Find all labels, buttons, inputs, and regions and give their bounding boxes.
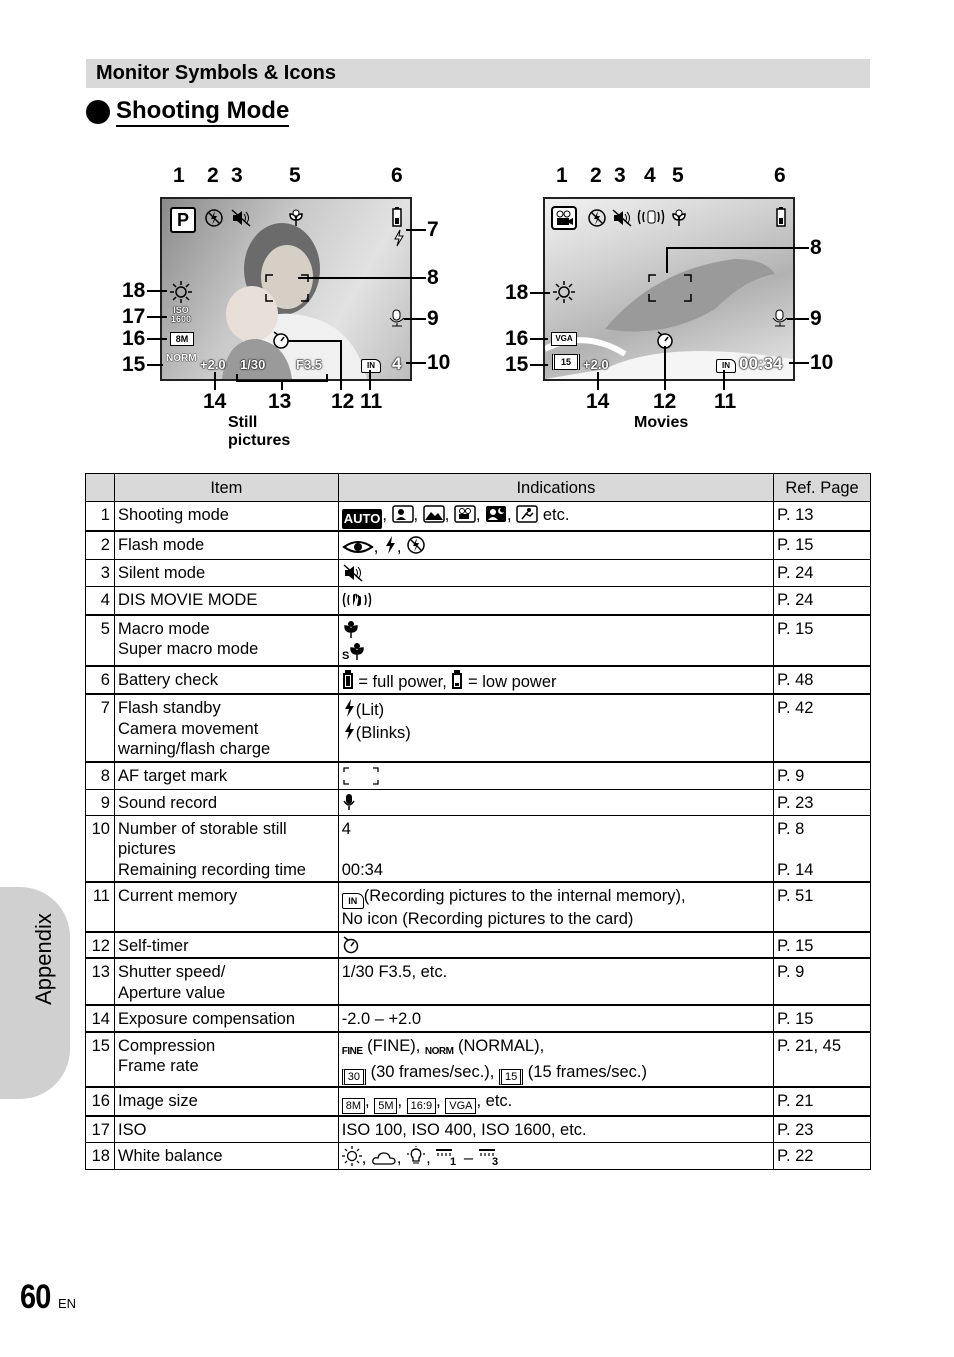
wb-sunny-icon bbox=[170, 281, 192, 303]
leader-line bbox=[406, 362, 426, 364]
page-number: 60 bbox=[20, 1278, 51, 1316]
leader-line bbox=[288, 340, 342, 342]
flash-off-icon bbox=[587, 208, 607, 228]
flash-standby-icon bbox=[393, 229, 405, 247]
leader-line bbox=[236, 374, 238, 382]
table-row: 17 ISO ISO 100, ISO 400, ISO 1600, etc. P. 23 bbox=[86, 1116, 871, 1142]
movie-screen bbox=[543, 197, 795, 381]
callout-12: 12 bbox=[653, 390, 677, 413]
macro-icon bbox=[342, 619, 360, 639]
leader-line bbox=[666, 247, 668, 273]
table-row: 9 Sound record P. 23 bbox=[86, 790, 871, 816]
table-row: 3 Silent mode P. 24 bbox=[86, 559, 871, 587]
callout-9: 9 bbox=[427, 307, 439, 330]
col-header-item: Item bbox=[114, 474, 338, 502]
subsection-title: Shooting Mode bbox=[116, 97, 289, 127]
callout-18: 18 bbox=[505, 281, 529, 304]
compression-icon: NORM bbox=[166, 353, 197, 364]
callout-8: 8 bbox=[810, 236, 822, 259]
size-vga-icon: VGA bbox=[445, 1098, 476, 1114]
callout-13: 13 bbox=[268, 390, 292, 413]
exposure-value: +2.0 bbox=[200, 357, 226, 372]
wb-fluorescent-1-icon bbox=[435, 1146, 459, 1166]
bullet-icon bbox=[86, 100, 110, 124]
callout-18: 18 bbox=[122, 279, 146, 302]
callout-9: 9 bbox=[810, 307, 822, 330]
svg-text:S: S bbox=[341, 650, 350, 661]
col-header-number bbox=[86, 474, 115, 502]
callout-1: 1 bbox=[173, 164, 185, 187]
table-row: 7 Flash standby Camera movement warning/flash charge (Lit) (Blinks) P. 42 bbox=[86, 694, 871, 762]
leader-line bbox=[530, 364, 548, 366]
af-target-mark bbox=[648, 274, 692, 302]
flash-charge-icon bbox=[342, 721, 356, 741]
still-caption: Still pictures bbox=[228, 414, 291, 449]
table-row: 14 Exposure compensation -2.0 – +2.0 P. 15 bbox=[86, 1005, 871, 1032]
image-size-icon: VGA bbox=[551, 332, 577, 346]
table-row: 1 Shooting mode AUTO , , , , , etc. P. 13 bbox=[86, 501, 871, 531]
internal-memory-icon: IN bbox=[342, 893, 364, 909]
callout-2: 2 bbox=[590, 164, 602, 187]
table-row: 10 Number of storable still pictures Remaining recording time 4 00:34 P. 8 P. 14 bbox=[86, 815, 871, 882]
table-row: 5 Macro mode Super macro mode S P. 15 bbox=[86, 615, 871, 666]
callout-12: 12 bbox=[331, 390, 355, 413]
wb-fluorescent-3-number: 3 bbox=[491, 1155, 498, 1166]
page-language: EN bbox=[58, 1296, 77, 1311]
callout-5: 5 bbox=[672, 164, 684, 187]
leader-line bbox=[664, 346, 666, 390]
battery-full-icon bbox=[342, 670, 354, 690]
callout-17: 17 bbox=[122, 305, 146, 328]
table-row: 16 Image size 8M , 5M , 16:9 , VGA , etc. P. 21 bbox=[86, 1087, 871, 1116]
size-16-9-icon: 16:9 bbox=[407, 1098, 436, 1114]
leader-line bbox=[406, 229, 426, 231]
callout-3: 3 bbox=[231, 164, 243, 187]
table-row: 6 Battery check = full power, = low power P. 48 bbox=[86, 666, 871, 695]
iso-indicator bbox=[170, 306, 192, 324]
leader-line bbox=[298, 277, 426, 279]
exposure-value: +2.0 bbox=[583, 357, 609, 372]
wb-fluorescent-3-icon bbox=[478, 1146, 502, 1166]
dis-movie-mode-icon bbox=[342, 590, 372, 610]
table-row: 13 Shutter speed/ Aperture value 1/30 F3.5, etc. P. 9 bbox=[86, 958, 871, 1005]
frame-rate-icon: 15 bbox=[552, 354, 580, 370]
recording-time: 00:34 bbox=[739, 354, 783, 373]
leader-line bbox=[369, 370, 371, 390]
leader-line bbox=[340, 340, 342, 390]
leader-line bbox=[326, 374, 328, 382]
callout-14: 14 bbox=[586, 390, 610, 413]
leader-line bbox=[597, 372, 599, 390]
macro-icon bbox=[286, 208, 306, 228]
leader-line bbox=[787, 318, 809, 320]
wb-sunny-icon bbox=[553, 281, 575, 303]
aperture-value: F3.5 bbox=[296, 357, 323, 372]
battery-icon bbox=[775, 206, 787, 228]
callout-5: 5 bbox=[289, 164, 301, 187]
table-row: 8 AF target mark P. 9 bbox=[86, 762, 871, 790]
internal-memory-icon: IN bbox=[716, 359, 736, 373]
callout-6: 6 bbox=[391, 164, 403, 187]
night-portrait-scene-icon bbox=[485, 505, 507, 523]
battery-icon bbox=[391, 206, 403, 228]
section-header bbox=[86, 59, 870, 88]
callout-15: 15 bbox=[122, 353, 146, 376]
fine-icon: FINE bbox=[341, 1045, 363, 1057]
wb-fluorescent-1-number: 1 bbox=[450, 1155, 457, 1166]
silent-mode-icon bbox=[611, 208, 633, 228]
landscape-scene-icon bbox=[423, 505, 445, 523]
col-header-ref-page: Ref. Page bbox=[774, 474, 871, 502]
leader-line bbox=[723, 370, 725, 390]
leader-line bbox=[530, 292, 550, 294]
leader-line bbox=[281, 380, 283, 390]
callout-15: 15 bbox=[505, 353, 529, 376]
shutter-speed-value: 1/30 bbox=[240, 357, 266, 372]
callout-4: 4 bbox=[644, 164, 656, 187]
leader-line bbox=[666, 247, 809, 249]
sport-scene-icon bbox=[516, 505, 538, 523]
frame-rate-30-icon: 30 bbox=[342, 1069, 366, 1085]
red-eye-flash-icon bbox=[342, 539, 374, 555]
table-row: 2 Flash mode , , P. 15 bbox=[86, 531, 871, 559]
leader-line bbox=[147, 316, 167, 318]
internal-memory-icon: IN bbox=[361, 359, 381, 373]
auto-mode-icon: AUTO bbox=[342, 509, 383, 530]
leader-line bbox=[530, 338, 548, 340]
table-row: 18 White balance , , , 1 – 3 P. 22 bbox=[86, 1142, 871, 1170]
shooting-mode-box: P bbox=[170, 207, 196, 233]
leader-line bbox=[147, 364, 163, 366]
table-row: 15 Compression Frame rate FINE (FINE), NORM (NORMAL), 30 (30 frames/sec.), 15 (15 frames/sec.) P. 21, 45 bbox=[86, 1032, 871, 1088]
wb-cloudy-icon bbox=[371, 1150, 397, 1166]
macro-icon bbox=[669, 208, 689, 228]
indications-table bbox=[85, 473, 871, 1170]
callout-6: 6 bbox=[774, 164, 786, 187]
portrait-scene-icon bbox=[392, 505, 414, 523]
callout-10: 10 bbox=[810, 351, 834, 374]
callout-14: 14 bbox=[203, 390, 227, 413]
image-size-icon: 8M bbox=[170, 332, 194, 346]
iso-label: ISO bbox=[173, 305, 189, 315]
table-row: 12 Self-timer P. 15 bbox=[86, 932, 871, 959]
iso-value: 1600 bbox=[170, 314, 192, 324]
leader-line bbox=[789, 362, 809, 364]
battery-low-icon bbox=[451, 670, 463, 690]
section-title: Monitor Symbols & Icons bbox=[96, 62, 337, 84]
af-target-mark-icon bbox=[342, 766, 380, 786]
callout-11: 11 bbox=[360, 390, 383, 413]
flash-standby-icon bbox=[342, 698, 356, 718]
silent-mode-icon bbox=[342, 563, 364, 583]
leader-line bbox=[147, 290, 167, 292]
wb-sunny-icon bbox=[342, 1146, 362, 1166]
flash-off-icon bbox=[204, 208, 224, 228]
leader-line bbox=[147, 338, 167, 340]
leader-line bbox=[214, 372, 216, 390]
silent-mode-icon bbox=[230, 208, 252, 228]
callout-11: 11 bbox=[714, 390, 737, 413]
callout-16: 16 bbox=[505, 327, 529, 350]
table-row: 4 DIS MOVIE MODE P. 24 bbox=[86, 587, 871, 615]
movie-mode-icon bbox=[551, 206, 577, 230]
microphone-icon bbox=[342, 793, 356, 811]
self-timer-icon bbox=[342, 936, 360, 954]
size-8m-icon: 8M bbox=[342, 1098, 365, 1114]
leader-line bbox=[404, 318, 426, 320]
table-row: 11 Current memory IN (Recording pictures to the internal memory), No icon (Recording pictures to the card) P. 51 bbox=[86, 882, 871, 932]
callout-7: 7 bbox=[427, 218, 439, 241]
subsection-heading bbox=[86, 97, 289, 127]
callout-8: 8 bbox=[427, 266, 439, 289]
super-macro-icon bbox=[342, 641, 366, 661]
callout-16: 16 bbox=[122, 327, 146, 350]
dis-movie-mode-icon bbox=[637, 207, 665, 227]
storable-count: 4 bbox=[392, 354, 402, 373]
appendix-tab-label: Appendix bbox=[31, 913, 56, 1005]
frame-rate-15-icon: 15 bbox=[499, 1069, 523, 1085]
col-header-indications: Indications bbox=[338, 474, 773, 502]
table-header-row bbox=[86, 474, 871, 502]
wb-tungsten-icon bbox=[406, 1146, 426, 1166]
still-screen bbox=[160, 197, 412, 381]
callout-3: 3 bbox=[614, 164, 626, 187]
callout-1: 1 bbox=[556, 164, 568, 187]
size-5m-icon: 5M bbox=[374, 1098, 397, 1114]
normal-icon: NORM bbox=[424, 1045, 454, 1057]
movie-scene-icon bbox=[454, 505, 476, 523]
flash-off-icon bbox=[406, 535, 426, 555]
fill-in-flash-icon bbox=[383, 535, 397, 555]
callout-10: 10 bbox=[427, 351, 451, 374]
movie-caption: Movies bbox=[634, 414, 689, 431]
callout-2: 2 bbox=[207, 164, 219, 187]
